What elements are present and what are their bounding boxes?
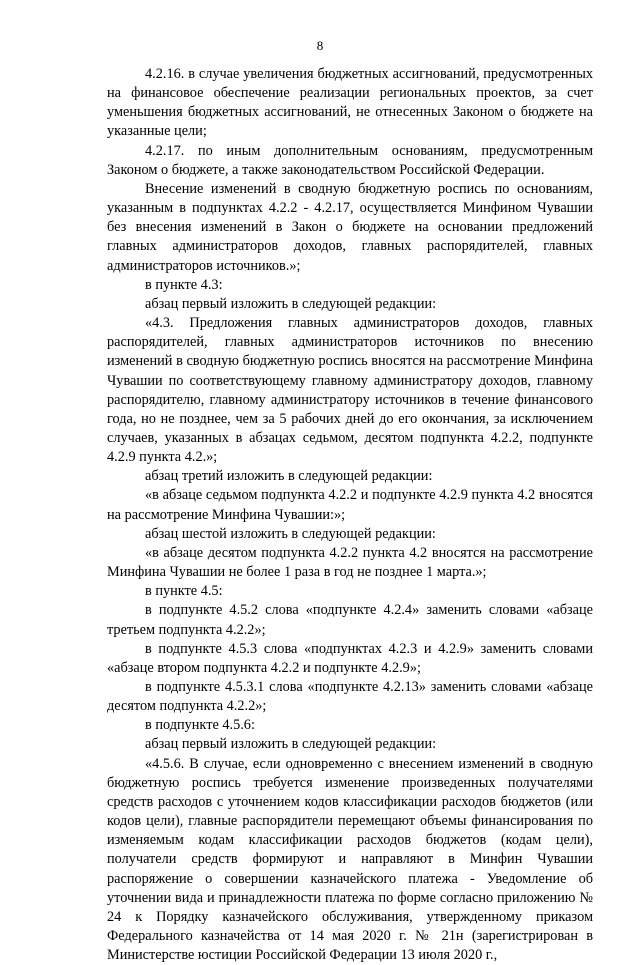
paragraph-4-5-6-text: «4.5.6. В случае, если одновременно с внесением изменений в сводную бюджетную роспись требуется изменение произведенных получателями средств расходов с уточнением кодов классификации расходов бюджетов (или кодов цели), главные распорядители перемещают объемы финансирования по изменяемым кодам классификации расходов бюджетов (кодам цели), получатели средств формируют и направляют в Минфин Чувашии распоряжение о совершении казначейского платежа - Уведомление об уточнении вида и принадлежности платежа по форме согласно приложению № 24 к Порядку казначейского обслуживания, утвержденному приказом Федерального казначейства от 14 мая 2020 г. № 21н (зарегистрирован в Министерстве юстиции Российской Федерации 13 июля 2020 г., — [107, 755, 593, 964]
paragraph-4-2-17: 4.2.17. по иным дополнительным основаниям, предусмотренным Законом о бюджете, а также законодательством Российской Федерации. — [107, 142, 593, 178]
paragraph-seventh-abzac-text: «в абзаце седьмом подпункта 4.2.2 и подпункте 4.2.9 пункта 4.2 вносятся на рассмотрение Минфина Чувашии:»; — [107, 487, 593, 523]
page-number: 8 — [316, 38, 324, 53]
paragraph-tenth-abzac-text: «в абзаце десятом подпункта 4.2.2 пункта 4.2 вносятся на рассмотрение Минфина Чувашии не более 1 раза в год не позднее 1 марта.»; — [107, 544, 593, 581]
paragraph-4-3-text: «4.3. Предложения главных администраторов доходов, главных распорядителей, главных администраторов источников по внесению изменений в сводную бюджетную роспись вносятся на рассмотрение Минфина Чувашии по соответствующему главному администратору доходов, главному распорядителю, главному администратору источников в течение финансового года, но не позднее, чем за 5 рабочих дней до его окончания, за исключением случаев, указанных в абзацах седьмом, десятом подпункта 4.2.2, подпункте 4.2.9 пункта 4.2.»; — [107, 315, 593, 466]
paragraph-first-abzac-instruction-2: абзац первый изложить в следующей редакции: — [145, 736, 437, 753]
paragraph-third-abzac-instruction: абзац третий изложить в следующей редакции: — [145, 468, 433, 485]
paragraph-subpoint-4-5-3: в подпункте 4.5.3 слова «подпунктах 4.2.3 и 4.2.9» заменить словами «абзаце втором подпункта 4.2.2 и подпункте 4.2.9»; — [107, 640, 593, 676]
paragraph-subpoint-4-5-3-1: в подпункте 4.5.3.1 слова «подпункте 4.2.13» заменить словами «абзаце десятом подпункта 4.2.2»; — [107, 679, 593, 715]
document-body — [107, 65, 593, 965]
paragraph-subpoint-4-5-2: в подпункте 4.5.2 слова «подпункте 4.2.4» заменить словами «абзаце третьем подпункта 4.2.2»; — [107, 602, 593, 638]
paragraph-4-2-16: 4.2.16. в случае увеличения бюджетных ассигнований, предусмотренных на финансовое обеспечение реализации региональных проектов, за счет уменьшения бюджетных ассигнований, не отнесенных Законом о бюджете на указанные цели; — [107, 66, 593, 140]
paragraph-first-abzac-instruction: абзац первый изложить в следующей редакции: — [145, 295, 437, 312]
paragraph-sixth-abzac-instruction: абзац шестой изложить в следующей редакции: — [145, 525, 436, 542]
paragraph-subpoint-4-5-6: в подпункте 4.5.6: — [145, 717, 255, 734]
paragraph-amendments-basis: Внесение изменений в сводную бюджетную роспись по основаниям, указанным в подпунктах 4.2.2 - 4.2.17, осуществляется Минфином Чувашии без внесения изменений в Закон о бюджете на основании предложений главных администраторов доходов, главных распорядителей, главных администраторов источников.»; — [107, 180, 593, 274]
paragraph-point-4-5: в пункте 4.5: — [145, 583, 223, 600]
paragraph-point-4-3: в пункте 4.3: — [145, 276, 223, 293]
